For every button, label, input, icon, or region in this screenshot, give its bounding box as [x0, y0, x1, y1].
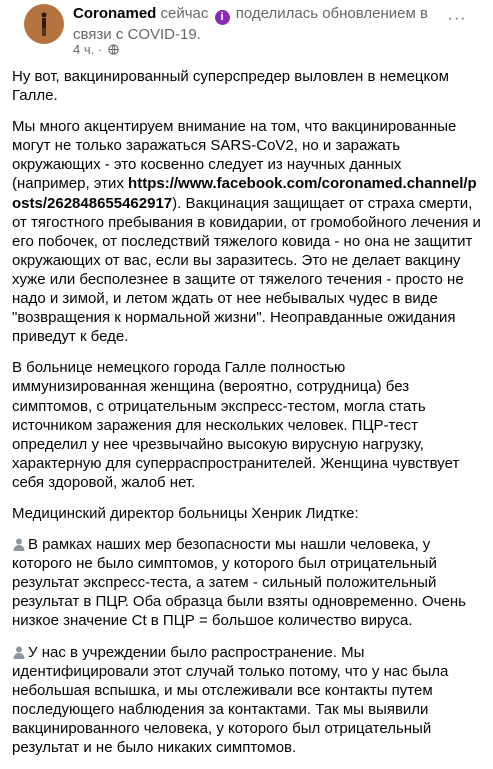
- person-silhouette-icon: [12, 645, 26, 659]
- header-line: [73, 4, 453, 44]
- paragraph-2: [12, 117, 482, 346]
- timestamp[interactable]: 4 ч.: [73, 42, 95, 57]
- globe-icon: [108, 44, 119, 55]
- more-options-button[interactable]: ···: [447, 10, 467, 27]
- paragraph-1: Ну вот, вакцинированный суперспредер выловлен в немецком Галле.: [12, 68, 449, 105]
- quote-2: [12, 643, 482, 758]
- quote-2-text: У нас в учреждении было распространение. Мы идентифицировали этот случай только потому, что у нас была небольшая вспышка, и мы отслеживали все контакты путем последующего наблюдения за контактами. Так мы выявили вакцинированного человека, у которого был отрицательный результат и не было никаких симптомов.: [12, 643, 449, 756]
- paragraph-4: Медицинский директор больницы Хенрик Лидтке:: [12, 504, 359, 522]
- paragraph-2-start: Мы много акцентируем внимание на том, что вакцинированные могут не только заражаться SARS-CoV2, но и заражать окружающих - это косвенно следует из научных данных (например, этих: [12, 118, 457, 193]
- paragraph-2-end: ). Вакцинация защищает от страха смерти, от тягостного пребывания в ковидарии, от громобойного лечения и его побочек, от последствий тяжелого ковида - но она не защитит окружающих от вас, если вы заразитесь. Это не делает вакцину хуже или бесполезнее в защите от тяжелого течения - просто не надо и зимой, и летом ждать от нее небывалых чудес в виде "возвращения к нормальной жизни". Неоправданные ожидания приведут к беде.: [12, 194, 481, 346]
- author-name[interactable]: Coronamed: [73, 5, 157, 22]
- person-silhouette-icon: [12, 537, 26, 551]
- post-body: [12, 67, 482, 769]
- paragraph-3: В больнице немецкого города Галле полностью иммунизированная женщина (вероятно, сотрудница) без симптомов, с отрицательным экспресс-тестом, могла стать источником заражения для нескольких человек. ПЦР-тест определил у нее чрезвычайно высокую вирусную нагрузку, характерную для суперраспространителей. Женщина чувствует себя здоровой, жалоб нет.: [12, 359, 460, 491]
- avatar[interactable]: [24, 4, 64, 44]
- post-meta: 4 ч. ·: [73, 42, 119, 58]
- source-link[interactable]: https://www.facebook.com/coronamed.channel/posts/262848655462917: [12, 175, 477, 212]
- post-header: [12, 0, 481, 60]
- quote-1: [12, 535, 482, 630]
- avatar-figure-icon: [40, 12, 48, 36]
- action-text: поделилась обновлением в связи с COVID-19.: [73, 5, 428, 43]
- post-time-now: сейчас: [160, 5, 209, 22]
- quote-1-text: В рамках наших мер безопасности мы нашли человека, у которого не было симптомов, у которого был отрицательный результат экспресс-теста, а затем - сильный положительный результат в ПЦР. Оба образца были взяты одновременно. Очень низкое значение Ct в ПЦР = большое количество вируса.: [12, 536, 466, 630]
- info-badge-icon: i: [215, 10, 230, 25]
